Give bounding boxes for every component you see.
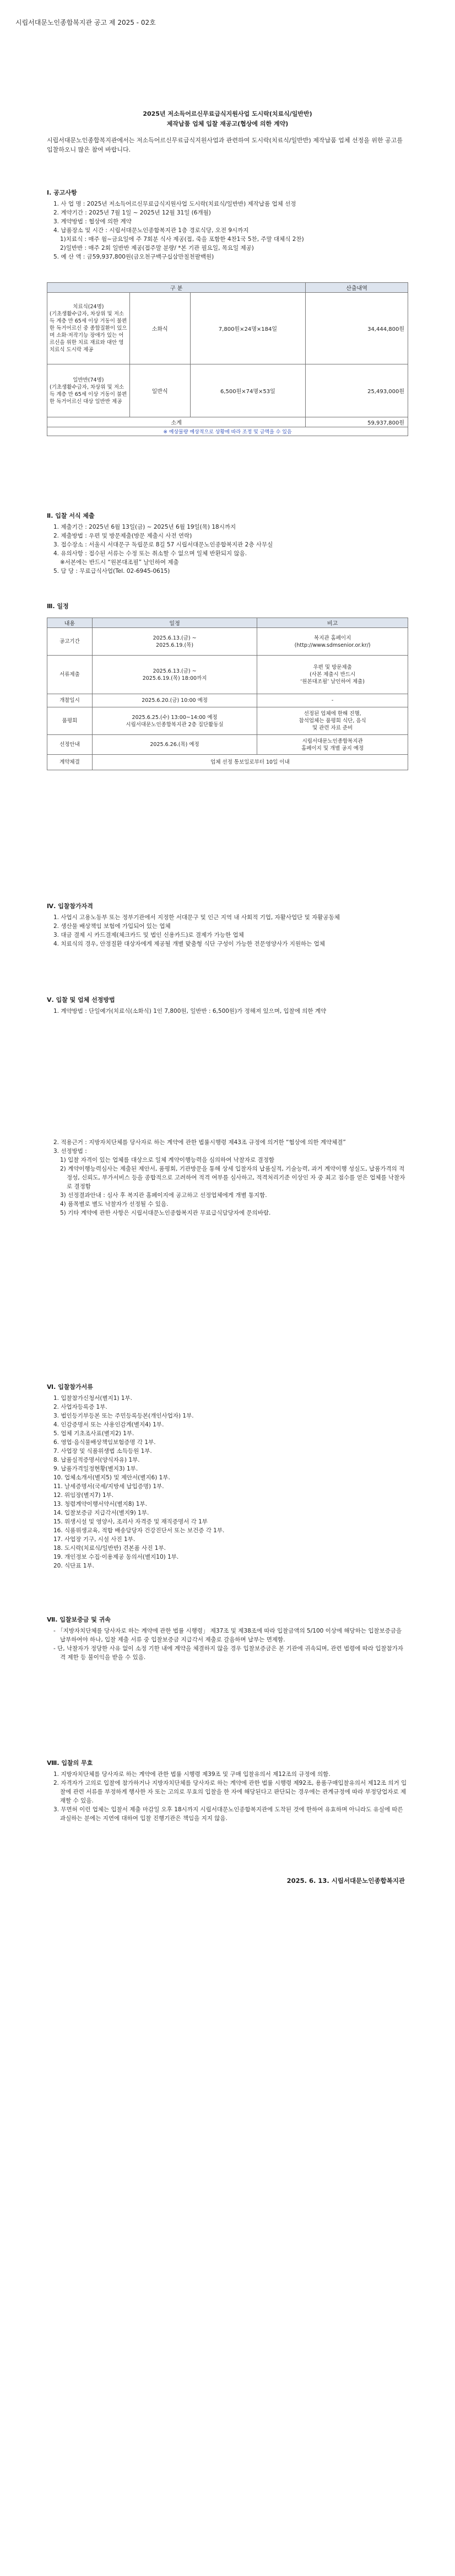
notice-line: 1. 사 업 명 : 2025년 저소득어르신무료급식지원사업 도시락(치료식/일반반) 제작납품 업체 선정 <box>53 201 296 207</box>
table-header: 내용 <box>47 618 93 628</box>
eligibility-line: 2. 생산물 배상책임 보험에 가입되어 있는 업체 <box>53 923 171 930</box>
schedule-date: 2025.6.13.(금) ~ 2025.6.19.(목) <box>92 628 257 656</box>
budget-table <box>47 282 408 436</box>
section-title: Ⅷ. 입찰의 무효 <box>47 1759 93 1767</box>
selection-line: 2) 계약이행능력심사는 제출된 제안서, 품평회, 기관방문을 통해 상세 입찰자의 납품실적, 기술능력, 과거 계약이행 성실도, 납품가격의 적정성, 신뢰도, 부가서비스 등을 종합적으로 고려하여 적격 여부를 심사하고, 적격처리기준 이상인 자 중 최고 점수를 얻은 업체를 낙찰자로 결정함 <box>60 1166 405 1190</box>
invalidity-line: 2. 자격자가 고의로 입찰에 참가하거나 지방자치단체를 당사자로 하는 계약에 관한 법률 시행령 제92조, 용품구매입찰유의서 제12조 의거 입찰에 관련 서류를 부정하게 행사한 자 또는 고의로 무효의 입찰을 한 자에 해당된다고 판단되는 경우에는 관계규정에 따라 부정당업자로 제재할 수 있음. <box>53 1780 407 1804</box>
submission-line: 3. 접수장소 : 서울시 서대문구 독립문로 8길 57 시립서대문노인종합복지관 2층 사무실 <box>53 541 273 548</box>
eligibility-line: 4. 치료식의 경우, 안정질환 대상자에게 제공될 개별 맞춤형 식단 구성이 가능한 전문영양사가 지원하는 업체 <box>53 941 325 947</box>
document-item: 12. 위임장(별지7) 1부. <box>53 1492 114 1499</box>
schedule-item: 공고기간 <box>47 628 93 656</box>
category-name: 일반반(74명) <box>73 377 104 383</box>
section-title: Ⅳ. 입찰참가자격 <box>47 903 93 910</box>
calc-cell: 7,800원×24명×184일 <box>190 293 306 364</box>
schedule-note: 선정된 업체에 한해 진행, 참석업체는 품평회 식단, 음식 및 관련 자료 준비 <box>257 707 408 735</box>
selection-line: 1) 입찰 자격이 있는 업체를 대상으로 일체 계약이행능력을 심의하여 낙찰자로 결정함 <box>60 1157 275 1163</box>
document-item: 7. 사업장 및 식품위생법 소득등원 1부. <box>53 1448 152 1455</box>
section-title: Ⅵ. 입찰참가서류 <box>47 1383 93 1391</box>
notice-line: 4. 납품장소 및 시간 : 시립서대문노인종합복지관 1층 경로식당, 오전 9시까지 <box>53 227 249 234</box>
schedule-note: 시립서대문노인종합복지관 홈페이지 및 개별 공지 예정 <box>257 735 408 755</box>
table-row <box>47 707 408 735</box>
document-item: 9. 납품가격일정현황(별지3) 1부. <box>53 1466 138 1472</box>
submission-line: 2. 제출방법 : 우편 및 방문제출(방문 제출시 사전 연락) <box>53 533 192 539</box>
notice-line: 2)일반반 : 매주 2회 일반반 제공(접주말 분량/ *본 기관 필요일, 목요일 제공) <box>60 245 254 251</box>
section-title: Ⅲ. 일정 <box>47 603 69 610</box>
document-item: 6. 영업·음식물배상책임보험증명 각 1부. <box>53 1439 156 1446</box>
document-item: 17. 사업장 기구, 시설 사진 1부. <box>53 1536 136 1543</box>
submission-line: 5. 담 당 : 무료급식사업(Tel. 02-6945-0615) <box>53 568 170 575</box>
document-item: 19. 개인정보 수집·이용제공 동의서(별지10) 1부. <box>53 1554 179 1560</box>
document-item: 18. 도시락(치료식/일반반) 견본품 사진 1부. <box>53 1545 166 1552</box>
signature-line: 2025. 6. 13. 시립서대문노인종합복지관 <box>286 1877 405 1885</box>
table-row <box>47 735 408 755</box>
document-item: 2. 사업자등록증 1부. <box>53 1404 107 1410</box>
document-item: 1. 입찰참가신청서(별지1) 1부. <box>53 1395 133 1402</box>
notice-line: 2. 계약기간 : 2025년 7월 1일 ~ 2025년 12월 31일 (6개월) <box>53 210 211 216</box>
document-item: 16. 식품위생교육, 적합 배송담당자 건강진단서 또는 보건증 각 1부. <box>53 1527 225 1534</box>
document-item: 13. 청렴계약이행서약서(별지8) 1부. <box>53 1501 147 1507</box>
schedule-date: 2025.6.20.(금) 10:00 예정 <box>92 694 257 707</box>
table-row <box>47 694 408 707</box>
document-item: 4. 인감증명서 또는 사용인감계(별지4) 1부. <box>53 1421 164 1428</box>
schedule-note: 우편 및 방문제출 (사본 제출시 반드시 ‘원본대조필’ 날인하여 제출) <box>257 656 408 694</box>
schedule-note: 복지관 홈페이지 (http://www.sdmsenior.or.kr/) <box>257 628 408 656</box>
category-cell <box>47 364 130 417</box>
meal-type: 소화식 <box>129 293 190 364</box>
category-desc: (기초생활수급자, 차상위 및 저소득 계층 만 65세 이상 거동이 불편한 독거어르신 대상 일반반 제공 <box>50 384 127 405</box>
schedule-item: 선정안내 <box>47 735 93 755</box>
schedule-date: 2025.6.26.(목) 예정 <box>92 735 257 755</box>
category-cell <box>47 293 130 364</box>
subtotal-label: 소계 <box>47 417 306 427</box>
table-row <box>47 656 408 694</box>
meal-type: 일반식 <box>129 364 190 417</box>
selection-line: 4) 품목별로 별도 낙찰자가 선정될 수 있음. <box>60 1201 169 1208</box>
schedule-item: 개찰일시 <box>47 694 93 707</box>
amount-cell: 34,444,800원 <box>306 293 408 364</box>
document-item: 5. 업체 기초조사표(별지2) 1부. <box>53 1430 134 1437</box>
document-item: 15. 위생시설 및 영양사, 조리사 자격증 및 재직증명서 각 1부 <box>53 1518 208 1525</box>
document-item: 10. 업체소개서(별지5) 및 제안서(별지6) 1부. <box>53 1474 170 1481</box>
invalidity-line: 3. 무면허 이런 업체는 입찰서 제출 마감일 오후 18시까지 시립서대문노인종합복지관에 도착된 것에 한하여 유효하며 아니라도 유실에 따른 과실하는 분에는 지연에 대하여 입찰 진행기관은 책임을 지지 않음. <box>53 1806 405 1822</box>
schedule-note: - <box>257 694 408 707</box>
section-deposit <box>47 1616 408 1662</box>
table-header: 구 분 <box>47 283 306 293</box>
schedule-item: 품평회 <box>47 707 93 735</box>
section-documents <box>47 1383 408 1570</box>
section-selection <box>47 996 408 1217</box>
submission-line: 4. 유의사항 : 접수된 서류는 수정 또는 취소할 수 없으며 일체 반환되지 않음. <box>53 550 247 557</box>
selection-line: 1. 계약방법 : 단일예가(치료식(소화식) 1인 7,800원, 일반반 : 6,500원)가 정해져 있으며, 입찰에 의한 계약 <box>53 1008 327 1015</box>
selection-line: 5) 기타 계약에 관한 사항은 시립서대문노인종합복지관 무료급식담당자에 문의바람. <box>60 1210 271 1216</box>
notice-number: 시립서대문노인종합복지관 공고 제 2025 - 02호 <box>15 19 156 26</box>
section-notice <box>47 189 408 261</box>
notice-line: 3. 계약방법 : 협상에 의한 계약 <box>53 218 132 225</box>
schedule-item: 계약체결 <box>47 755 93 770</box>
section-title: Ⅴ. 입찰 및 업체 선정방법 <box>47 996 115 1003</box>
note-row <box>47 427 408 436</box>
document-title <box>47 109 408 129</box>
schedule-item: 서류제출 <box>47 656 93 694</box>
title-line-1: 2025년 저소득어르신무료급식지원사업 도시락(치료식/일반반) <box>143 110 312 117</box>
schedule-table <box>47 618 408 770</box>
document-item: 11. 날세증명서(국세/지방세 납입증명) 1부. <box>53 1483 164 1490</box>
document-item: 3. 법인등기부등본 또는 주민등록등본(개인사업자) 1부. <box>53 1413 194 1419</box>
notice-line: 1)치료식 : 매주 월~금요일에 주 7회분 식사 제공(접, 죽을 포함한 4찬1국 5찬, 주말 대체식 2찬) <box>60 236 304 243</box>
schedule-date: 2025.6.13.(금) ~ 2025.6.19.(목) 18:00까지 <box>92 656 257 694</box>
subtotal-amount: 59,937,800원 <box>306 417 408 427</box>
section-schedule <box>47 602 408 613</box>
deposit-line: - 단, 낙찰자가 정당한 사유 없이 소정 기한 내에 계약을 체결하지 않을 경우 입찰보증금은 본 기관에 귀속되며, 관련 법령에 따라 입찰참가자격 제한 등 불이익을 받을 수 있음. <box>53 1645 404 1661</box>
table-header: 산출내역 <box>306 283 408 293</box>
title-line-2: 제작납품 업체 입찰 재공고(협상에 의한 계약) <box>166 120 289 127</box>
selection-line: 3. 선정방법 : <box>53 1148 87 1155</box>
section-submission <box>47 512 408 576</box>
table-note: ※ 예상물량 예상적으로 상황에 따라 조정 및 금액을 수 있음 <box>47 427 408 436</box>
section-title: Ⅶ. 입찰보증금 및 귀속 <box>47 1616 111 1623</box>
document-item: 8. 납품실적증명서(양식자유) 1부. <box>53 1457 140 1463</box>
section-eligibility <box>47 902 408 948</box>
document-item: 14. 입찰보증금 지급각서(별지9) 1부. <box>53 1510 149 1516</box>
table-row <box>47 364 408 417</box>
table-row <box>47 293 408 364</box>
section-invalidity <box>47 1759 408 1823</box>
notice-line: 5. 예 산 액 : 금59,937,800원(금오천구백구십삼만칠천팔백원) <box>53 254 214 260</box>
selection-line: 3) 선정결과안내 : 심사 후 복지관 홈페이지에 공고하고 선정업체에게 개별 통지함. <box>60 1192 267 1199</box>
document-item: 20. 식단표 1부. <box>53 1563 94 1569</box>
section-title: Ⅰ. 공고사항 <box>47 189 77 196</box>
eligibility-line: 3. 대금 결제 시 카드결제(체크카드 및 법인 신용카드)로 결제가 가능한 업체 <box>53 932 244 938</box>
category-name: 치료식(24명) <box>73 304 104 310</box>
eligibility-line: 1. 사업시 고용노동부 또는 정부기관에서 지정한 서대문구 및 인근 지역 내 사회적 기업, 자활사업단 및 자활공동체 <box>53 914 340 921</box>
section-title: Ⅱ. 입찰 서식 제출 <box>47 512 95 519</box>
deposit-line: - 「지방자치단체를 당사자로 하는 계약에 관한 법률 시행령」 제37조 및 제38조에 따라 입찰금액의 5/100 이상에 해당하는 입찰보증금을 납부하여야 하나, 입찰 제출 서류 중 입찰보증금 지급각서 제출로 갈음하며 납부는 면제함. <box>53 1628 404 1643</box>
category-desc: (기초생활수급자, 차상위 및 저소득 계층 만 65세 이상 거동이 불편한 독거어르신 중 종합질환이 있으며 소화·저작기능 장애가 있는 어르신을 위한 치료 재료와 대안 영 치료식 도시락 제공 <box>50 311 127 353</box>
schedule-date: 업체 선정 통보일로부터 10일 이내 <box>92 755 408 770</box>
submission-line: 1. 제출기간 : 2025년 6월 13일(금) ~ 2025년 6월 19일(목) 18시까지 <box>53 524 236 530</box>
table-row <box>47 628 408 656</box>
selection-line: 2. 적용근거 : 지방자치단체를 당사자로 하는 계약에 관한 법률시행령 제43조 규정에 의거한 “협상에 의한 계약체결” <box>53 1139 346 1146</box>
calc-cell: 6,500원×74명×53일 <box>190 364 306 417</box>
table-header: 비고 <box>257 618 408 628</box>
subtotal-row <box>47 417 408 427</box>
table-header: 일정 <box>92 618 257 628</box>
schedule-date: 2025.6.25.(수) 13:00~14:00 예정 시립서대문노인종합복지관 2층 집단활동실 <box>92 707 257 735</box>
amount-cell: 25,493,000원 <box>306 364 408 417</box>
submission-line: ※서본에는 반드시 “원본대조필” 날인하여 제출 <box>60 559 179 566</box>
invalidity-line: 1. 지방자치단체를 당사자로 하는 계약에 관한 법률 시행령 제39조 및 구매 입찰유의서 제12조의 규정에 의함. <box>53 1771 331 1778</box>
table-row <box>47 755 408 770</box>
intro-paragraph: 시립서대문노인종합복지관에서는 저소득어르신무료급식지원사업과 관련하여 도시락(치료식/일반반) 제작납품 업체 선정을 위한 공고를 입찰하오니 많은 참여 바랍니다. <box>47 137 403 153</box>
